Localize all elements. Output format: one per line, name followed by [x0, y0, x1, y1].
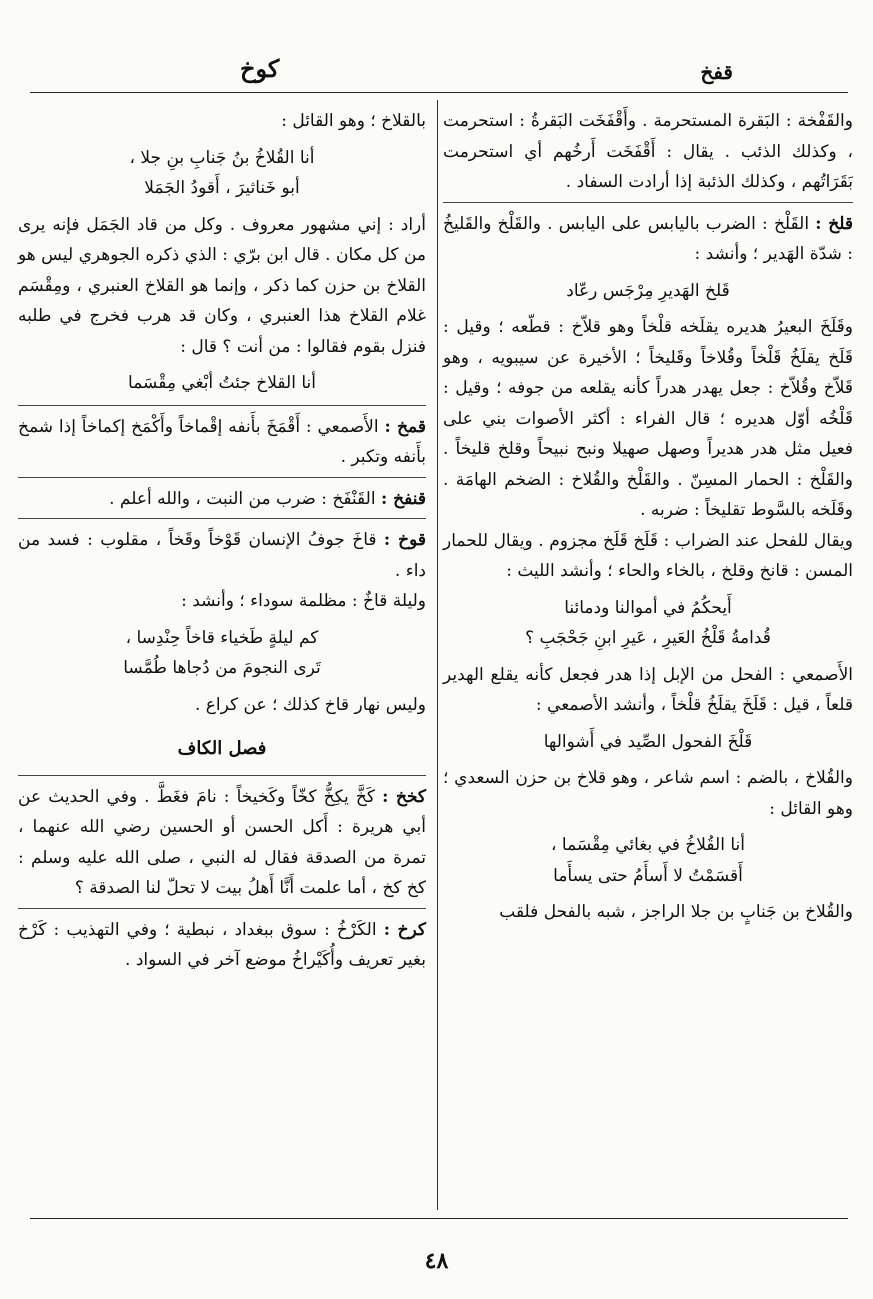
- entry-text: وقَلَخَ البعيرُ هديره يقلَخه قلْخاً وهو قلاّخ : قطّعه ؛ وقيل : قَلَخ يقلَخُ قَلْخاً وقُلاخاً وقَليخاً ؛ الأخيرة عن سيبويه ، وهو قَلاّخ وقُلاّخ : جعل يهدر هدراً كأنه يقلعه من جوفه ؛ وقيل : قَلْخُه أوّل هديره ؛ قال الفراء : أكثر الأصوات بني على فعيل مثل هدر هديراً وصهل صهيلا ونبح نبيحاً وقلخ قليخاً . والقَلْخ : الحمار المسِنّ . والقَلْخ والقُلاخ : الضخم الهامَة . وقَلَخه بالسَّوط تقليخاً : ضربه .: [443, 317, 853, 520]
- dictionary-entry: [443, 106, 853, 198]
- page-header: [0, 50, 873, 90]
- entry-separator: [443, 202, 853, 203]
- dictionary-entry: [18, 690, 426, 721]
- verse-block: [18, 368, 426, 399]
- dictionary-entry: [18, 106, 426, 137]
- verse-line: أبو خَناثيرَ ، أَقودُ الجَمَلا: [144, 178, 300, 198]
- verse-line: أنا القُلاخُ في بغائي مِقْسَما ،: [551, 835, 745, 855]
- entry-separator: [18, 405, 426, 406]
- entry-headword: قوخ :: [383, 530, 426, 550]
- entry-text: قاخَ جوفُ الإنسان قَوْخاً وقَخاً ، مقلوب : فسد من داء .: [18, 530, 426, 581]
- dictionary-entry: [443, 312, 853, 526]
- entry-separator: [18, 775, 426, 776]
- verse-block: [443, 276, 853, 307]
- verse-line: أَقسَمْتُ لا أَسأَمُ حتى يسأَما: [553, 865, 743, 886]
- entry-text: القَلْخ : الضرب باليابس على اليابس . والقَلْخ والقَليخُ : شدّة الهَدير ؛ وأنشد :: [443, 213, 853, 264]
- top-rule: [30, 92, 848, 93]
- verse-block: [18, 623, 426, 684]
- entry-headword: قلخ :: [815, 213, 854, 234]
- dictionary-entry: [443, 526, 853, 587]
- dictionary-entry: [443, 660, 853, 721]
- section-title: فصل الكاف: [177, 738, 267, 759]
- dictionary-entry: [18, 525, 426, 586]
- entry-separator: [18, 908, 426, 909]
- verse-block: [443, 830, 853, 891]
- entry-text: الأَصمعي : أَقْمَخَ بأَنفه إقْماخاً وأَكْمَخ إكماخاً إذا شمخ بأَنفه وتكبر .: [18, 416, 426, 467]
- verse-block: [443, 593, 853, 654]
- entry-separator: [18, 518, 426, 519]
- page-number: ٤٨: [424, 1248, 449, 1274]
- entry-headword: كرخ :: [383, 919, 427, 940]
- bottom-rule: [30, 1218, 848, 1219]
- verse-line: كم ليلةٍ طَخياء قاخاً حِنْدِسا ،: [125, 627, 319, 648]
- verse-block: [443, 727, 853, 758]
- entry-text: والقُلاخ ، بالضم : اسم شاعر ، وهو قلاخ بن حزن السعدي ؛ وهو القائل :: [443, 768, 853, 819]
- verse-line: قَلخ الهَديرِ مِرْجَس رعّاد: [566, 280, 730, 301]
- dictionary-entry: [443, 209, 853, 270]
- entry-headword: قنفخ :: [380, 488, 426, 509]
- left-column: [18, 106, 426, 976]
- entry-text: وليس نهار قاخ كذلك ؛ عن كراع .: [194, 694, 426, 715]
- verse-block: [18, 143, 426, 204]
- verse-line: قَلْخَ الفحول الصِّيد في أَشوالها: [543, 731, 753, 752]
- dictionary-entry: [443, 763, 853, 824]
- dictionary-entry: [18, 586, 426, 617]
- verse-line: أنا القلاخ جئتُ أبْغي مِقْسَما: [128, 373, 316, 393]
- entry-text: والقَفْخة : البَقرة المستحرمة . وأَقْفَخَت البَقرةُ : استحرمت ، وكذلك الذئب . يقال : أَقْفَخَت أَرخُهم أي استحرمت بَقَرَاتُهم ، وكذلك الذئبة إذا أرادت السفاد .: [443, 111, 853, 192]
- entry-text: الكَرْخُ : سوق ببغداد ، نبطية ؛ وفي التهذيب : كَرْخ بغير تعريف وأُكَيْراخُ موضع آخر في السواد .: [18, 919, 426, 970]
- entry-text: كَخَّ يكِخُّ كخّاً وكَخيخاً : نامَ فغَطَّ . وفي الحديث عن أبي هريرة : أَكل الحسن أو الحسين رضي الله عنهما ، تمرة من الصدقة فقال له النبي ، صلى الله عليه وسلم : كخ كخ ، أما علمت أَنَّا أَهلُ بيت لا تحلّ لنا الصدقة ؟: [18, 786, 426, 898]
- dictionary-entry: [18, 412, 426, 473]
- column-divider: [437, 100, 438, 1210]
- entry-headword: قمخ :: [384, 416, 427, 437]
- entry-separator: [18, 477, 426, 478]
- entry-text: ويقال للفحل عند الضراب : قَلَخ قَلَخ مجزوم . ويقال للحمار المسن : قانخ وقلخ ، بالخاء والحاء ؛ وأنشد الليث :: [443, 530, 853, 581]
- entry-text: وليلة قاخٌ : مظلمة سوداء ؛ وأنشد :: [181, 591, 426, 611]
- running-head-right: قفخ: [700, 60, 733, 84]
- entry-text: والقُلاخ بن جَنابٍ بن جلا الراجز ، شبه بالفحل فلقب: [499, 902, 853, 922]
- dictionary-entry: [18, 782, 426, 904]
- right-column: [443, 106, 853, 928]
- verse-line: أنا القُلاخُ بنُ جَنابِ بنِ جلا ،: [129, 147, 315, 168]
- verse-line: قُدامةُ قَلْخُ العَيرِ ، عَيرِ ابنِ جَحْجَبِ ؟: [525, 628, 771, 648]
- dictionary-entry: [443, 897, 853, 928]
- dictionary-entry: [18, 484, 426, 515]
- dictionary-entry: [18, 915, 426, 976]
- dictionary-entry: [18, 210, 426, 363]
- running-head-left: كوخ: [240, 54, 280, 83]
- verse-line: تَرى النجومَ من دُجاها طُمَّسا: [123, 658, 321, 678]
- entry-text: القَنْفَخ : ضرب من النبت ، والله أعلم .: [109, 488, 376, 509]
- verse-line: أَيحكُمُ في أموالنا ودمائنا: [564, 597, 732, 618]
- entry-text: أراد : إني مشهور معروف . وكل من قاد الجَمَل فإنه يرى من كل مكان . قال ابن برّي : الذي ذكره الجوهري ليس هو القلاخ بن حزن كما ذكر ، وإنما هو القلاخ العنبري ، ومِقْسَم غلام القلاخ هذا العنبري ، وكان قد هرب فخرج في طلبه فنزل بقوم فقالوا : من أنت ؟ قال :: [18, 214, 426, 357]
- entry-text: بالقلاخ ؛ وهو القائل :: [281, 111, 426, 131]
- entry-text: الأَصمعي : الفحل من الإبل إذا هدر فجعل كأنه يقلع الهدير قلعاً ، قيل : قَلَخَ يقلَخُ قلْخاً ، وأنشد الأصمعي :: [443, 664, 853, 715]
- entry-headword: كخخ :: [382, 786, 427, 807]
